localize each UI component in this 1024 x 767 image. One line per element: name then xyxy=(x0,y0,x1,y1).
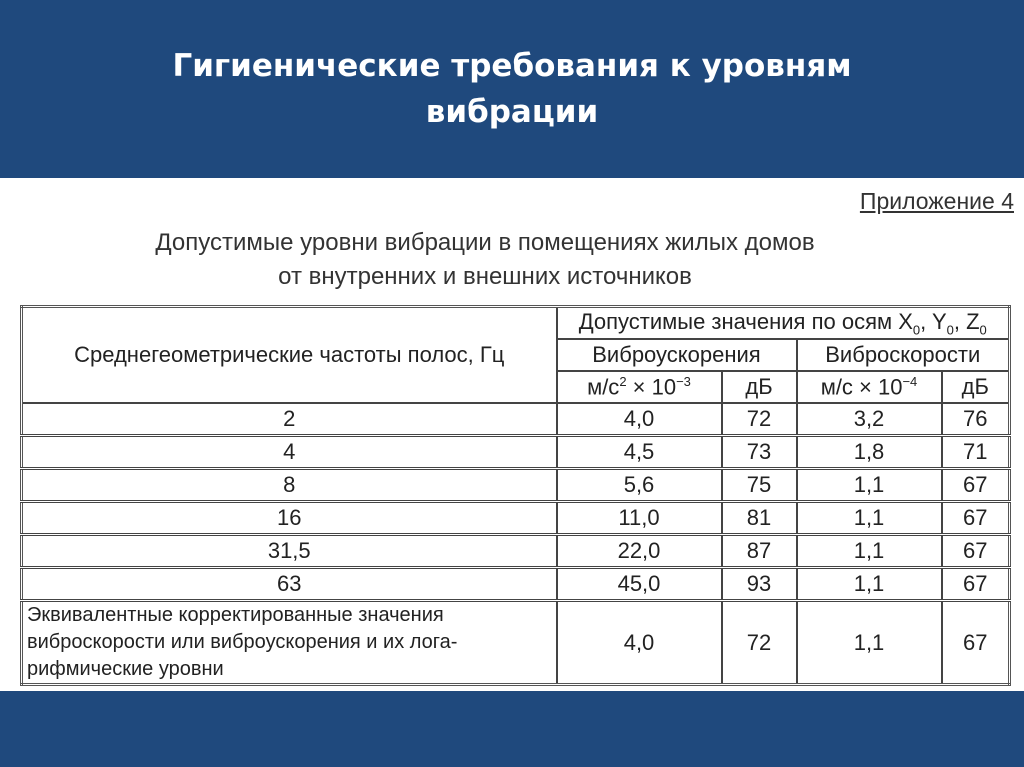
cell-velocity: 3,2 xyxy=(797,403,942,436)
cell-frequency: 16 xyxy=(22,502,557,535)
cell-velocity-db: 67 xyxy=(942,601,1010,685)
unit-velocity-db: дБ xyxy=(942,371,1010,403)
document-title-line2: от внутренних и внешних источников xyxy=(278,263,692,290)
unit-acceleration: $м/с^2 \times 10^{-3}$ xyxy=(557,371,722,403)
cell-velocity-db: 67 xyxy=(942,535,1010,568)
cell-frequency: 63 xyxy=(22,568,557,601)
unit-velocity: $м/с \times 10^{-4}$ xyxy=(797,371,942,403)
header-velocity: Виброскорости xyxy=(797,339,1010,371)
cell-velocity: 1,1 xyxy=(797,502,942,535)
cell-acceleration: 4,5 xyxy=(557,436,722,469)
cell-velocity-db: 67 xyxy=(942,568,1010,601)
header-frequency: Среднегеометрические частоты полос, Гц xyxy=(22,307,557,404)
cell-velocity-db: 76 xyxy=(942,403,1010,436)
table-row xyxy=(22,403,1010,436)
cell-acceleration-db: 73 xyxy=(722,436,797,469)
cell-velocity: 1,1 xyxy=(797,469,942,502)
cell-frequency: 4 xyxy=(22,436,557,469)
document-image xyxy=(0,178,1024,691)
cell-frequency: 31,5 xyxy=(22,535,557,568)
table-row-equivalent xyxy=(22,601,1010,685)
cell-acceleration: 22,0 xyxy=(557,535,722,568)
cell-acceleration-db: 93 xyxy=(722,568,797,601)
table-row xyxy=(22,502,1010,535)
vibration-table xyxy=(20,305,1011,686)
cell-velocity: 1,1 xyxy=(797,535,942,568)
cell-acceleration-db: 72 xyxy=(722,601,797,685)
cell-frequency: 8 xyxy=(22,469,557,502)
slide-header xyxy=(0,0,1024,178)
header-acceleration: Виброускорения xyxy=(557,339,797,371)
table-row xyxy=(22,535,1010,568)
table-row xyxy=(22,469,1010,502)
cell-velocity-db: 67 xyxy=(942,469,1010,502)
appendix-label: Приложение 4 xyxy=(859,188,1014,214)
cell-acceleration: 45,0 xyxy=(557,568,722,601)
cell-acceleration-db: 72 xyxy=(722,403,797,436)
cell-equivalent-label: Эквивалентные корректированные значения виброскорости или виброускорения и их лога-рифмические уровни xyxy=(22,601,557,685)
cell-velocity: 1,1 xyxy=(797,601,942,685)
cell-acceleration: 4,0 xyxy=(557,601,722,685)
cell-velocity: 1,8 xyxy=(797,436,942,469)
cell-velocity-db: 71 xyxy=(942,436,1010,469)
document-title xyxy=(40,226,930,294)
cell-velocity: 1,1 xyxy=(797,568,942,601)
cell-acceleration-db: 75 xyxy=(722,469,797,502)
cell-acceleration: 4,0 xyxy=(557,403,722,436)
cell-acceleration-db: 87 xyxy=(722,535,797,568)
slide-title: Гигиенические требования к уровням вибрации xyxy=(172,48,852,130)
header-allowed-values: Допустимые значения по осям $X_0$, $Y_0$, $Z_0$ xyxy=(557,307,1010,340)
cell-acceleration-db: 81 xyxy=(722,502,797,535)
cell-acceleration: 5,6 xyxy=(557,469,722,502)
document-title-line1: Допустимые уровни вибрации в помещениях жилых домов xyxy=(155,229,815,256)
cell-velocity-db: 67 xyxy=(942,502,1010,535)
cell-frequency: 2 xyxy=(22,403,557,436)
table-row xyxy=(22,568,1010,601)
cell-acceleration: 11,0 xyxy=(557,502,722,535)
unit-acceleration-db: дБ xyxy=(722,371,797,403)
table-row xyxy=(22,436,1010,469)
